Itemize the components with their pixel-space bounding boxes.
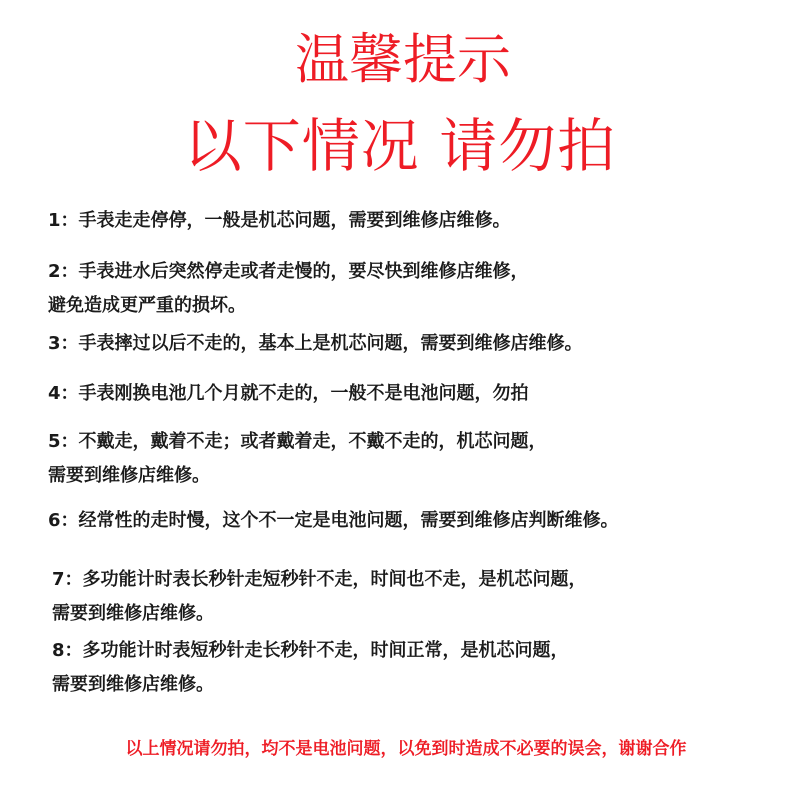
notice-item-2-line1: 2：手表进水后突然停走或者走慢的，要尽快到维修店维修，	[48, 261, 529, 282]
notice-item-5-line2: 需要到维修店维修。	[48, 465, 210, 486]
notice-item-7-line2: 需要到维修店维修。	[52, 603, 214, 624]
notice-item-8-line2: 需要到维修店维修。	[52, 674, 214, 695]
notice-item-2-line2: 避免造成更严重的损坏。	[48, 295, 246, 316]
notice-item-7-line1: 7：多功能计时表长秒针走短秒针不走，时间也不走，是机芯问题，	[52, 569, 587, 590]
notice-footer: 以上情况请勿拍，均不是电池问题，以免到时造成不必要的误会，谢谢合作	[125, 739, 687, 759]
notice-subtitle: 以下情况 请勿拍	[183, 112, 617, 180]
notice-item-5	[48, 425, 788, 493]
notice-item-4	[48, 377, 788, 411]
notice-item-3-line1: 3：手表摔过以后不走的，基本上是机芯问题，需要到维修店维修。	[48, 333, 583, 354]
notice-item-6	[48, 504, 788, 538]
notice-item-5-line1: 5：不戴走，戴着不走；或者戴着走，不戴不走的，机芯问题，	[48, 431, 547, 452]
notice-item-4-line1: 4：手表刚换电池几个月就不走的，一般不是电池问题，勿拍	[48, 383, 529, 404]
notice-item-6-line1: 6：经常性的走时慢，这个不一定是电池问题，需要到维修店判断维修。	[48, 510, 619, 531]
notice-title: 温馨提示	[295, 28, 511, 91]
notice-item-2	[48, 255, 788, 323]
notice-item-7	[52, 563, 792, 631]
notice-item-1-line1: 1：手表走走停停，一般是机芯问题，需要到维修店维修。	[48, 210, 511, 231]
notice-item-8	[52, 634, 792, 702]
notice-item-8-line1: 8：多功能计时表短秒针走长秒针不走，时间正常，是机芯问题，	[52, 640, 569, 661]
notice-item-3	[48, 327, 788, 361]
notice-item-1	[48, 204, 788, 238]
